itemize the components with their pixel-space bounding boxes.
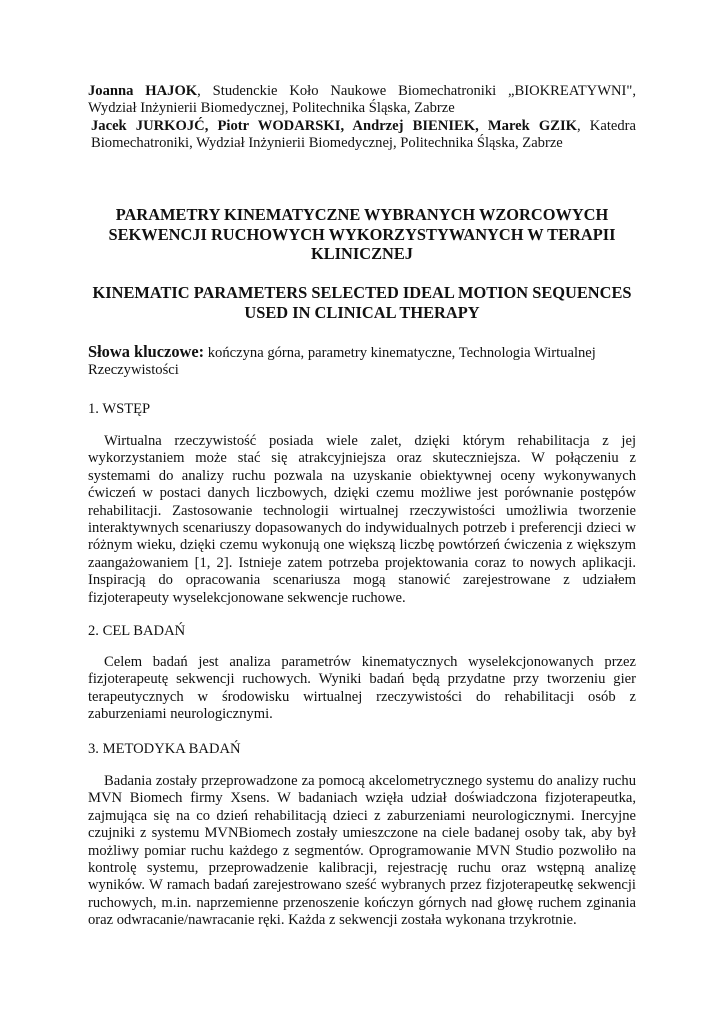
title-polish: PARAMETRY KINEMATYCZNE WYBRANYCH WZORCOWYCH SEKWENCJI RUCHOWYCH WYKORZYSTYWANYCH W TERAPII KLINICZNEJ [108,205,616,263]
author-affiliation-2: , Katedra Biomechatroniki, Wydział Inżynierii Biomedycznej, Politechnika Śląska, Zabrze [91,117,636,152]
section-body-methods: Badania zostały przeprowadzone za pomocą akcelometrycznego systemu do analizy ruchu MVN Biomech firmy Xsens. W badaniach wzięła udział doświadczona fizjoterapeutka, zajmująca się na co dzień rehabilitacją dzieci z zaburzeniami neurologicznymi. Inercyjne czujniki z systemu MVNBiomech zostały umieszczone na ciele badanej osoby tak, aby był możliwy pomiar ruchu każdego z segmentów. Oprogramowanie MVN Studio pozwoliło na kontrolę systemu, przeprowadzenie kalibracji, rejestrację ruchu oraz wstępną analizę wyników. W ramach badań zarejestrowano sześć wybranych przez fizjoterapeutkę sekwencji ruchowych, m.in. naprzemienne przenoszenie kończyn górnych nad głowę ruchem zginania oraz odwracanie/nawracanie ręki. Każda z sekwencji została wykonana trzykrotnie. [88,773,636,929]
section-heading-intro: 1. WSTĘP [88,401,151,417]
keywords-label: Słowa kluczowe: [88,342,205,361]
author-name-1: Joanna HAJOK [88,83,198,99]
title-english: KINEMATIC PARAMETERS SELECTED IDEAL MOTION SEQUENCES USED IN CLINICAL THERAPY [92,283,632,322]
keywords [88,343,636,380]
author-block [88,83,636,153]
section-heading-goal: 2. CEL BADAŃ [88,623,186,639]
section-body-intro: Wirtualna rzeczywistość posiada wiele zalet, dzięki którym rehabilitacja z jej wykorzystaniem może stać się atrakcyjniejsza oraz skuteczniejsza. W połączeniu z systemami do analizy ruchu pozwala na uzyskanie obiektywnej oceny wykonywanych ćwiczeń w postaci danych liczbowych, dzięki czemu możliwe jest porównanie postępów rehabilitacji. Zastosowanie technologii wirtualnej rzeczywistości umożliwia tworzenie interaktywnych scenariuszy dopasowanych do indywidualnych potrzeb i preferencji dzieci w różnym wieku, dzięki czemu wykonują one większą liczbę powtórzeń ćwiczenia z większym zaangażowaniem [1, 2]. Istnieje zatem potrzeba projektowania coraz to nowych aplikacji. Inspiracją do opracowania scenariusza mogą stanowić zarejestrowane z udziałem fizjoterapeuty wyselekcjonowane sekwencje ruchowe. [88,433,636,606]
author-line-2 [88,118,636,153]
keywords-text: kończyna górna, parametry kinematyczne, Technologia Wirtualnej Rzeczywistości [88,345,596,379]
author-affiliation-1: , Studenckie Koło Naukowe Biomechatroniki „BIOKREATYWNI", Wydział Inżynierii Biomedycznej, Politechnika Śląska, Zabrze [88,83,636,117]
section-heading-methods: 3. METODYKA BADAŃ [88,741,241,757]
section-body-goal: Celem badań jest analiza parametrów kinematycznych wyselekcjonowanych przez fizjoterapeutę sekwencji ruchowych. Wyniki badań będą przydatne przy tworzeniu gier terapeutycznych w środowisku wirtualnej rzeczywistości do rehabilitacji osób z zaburzeniami neurologicznymi. [88,654,636,723]
author-names-2: Jacek JURKOJĆ, Piotr WODARSKI, Andrzej BIENIEK, Marek GZIK [91,117,578,134]
author-line-1 [88,83,636,118]
